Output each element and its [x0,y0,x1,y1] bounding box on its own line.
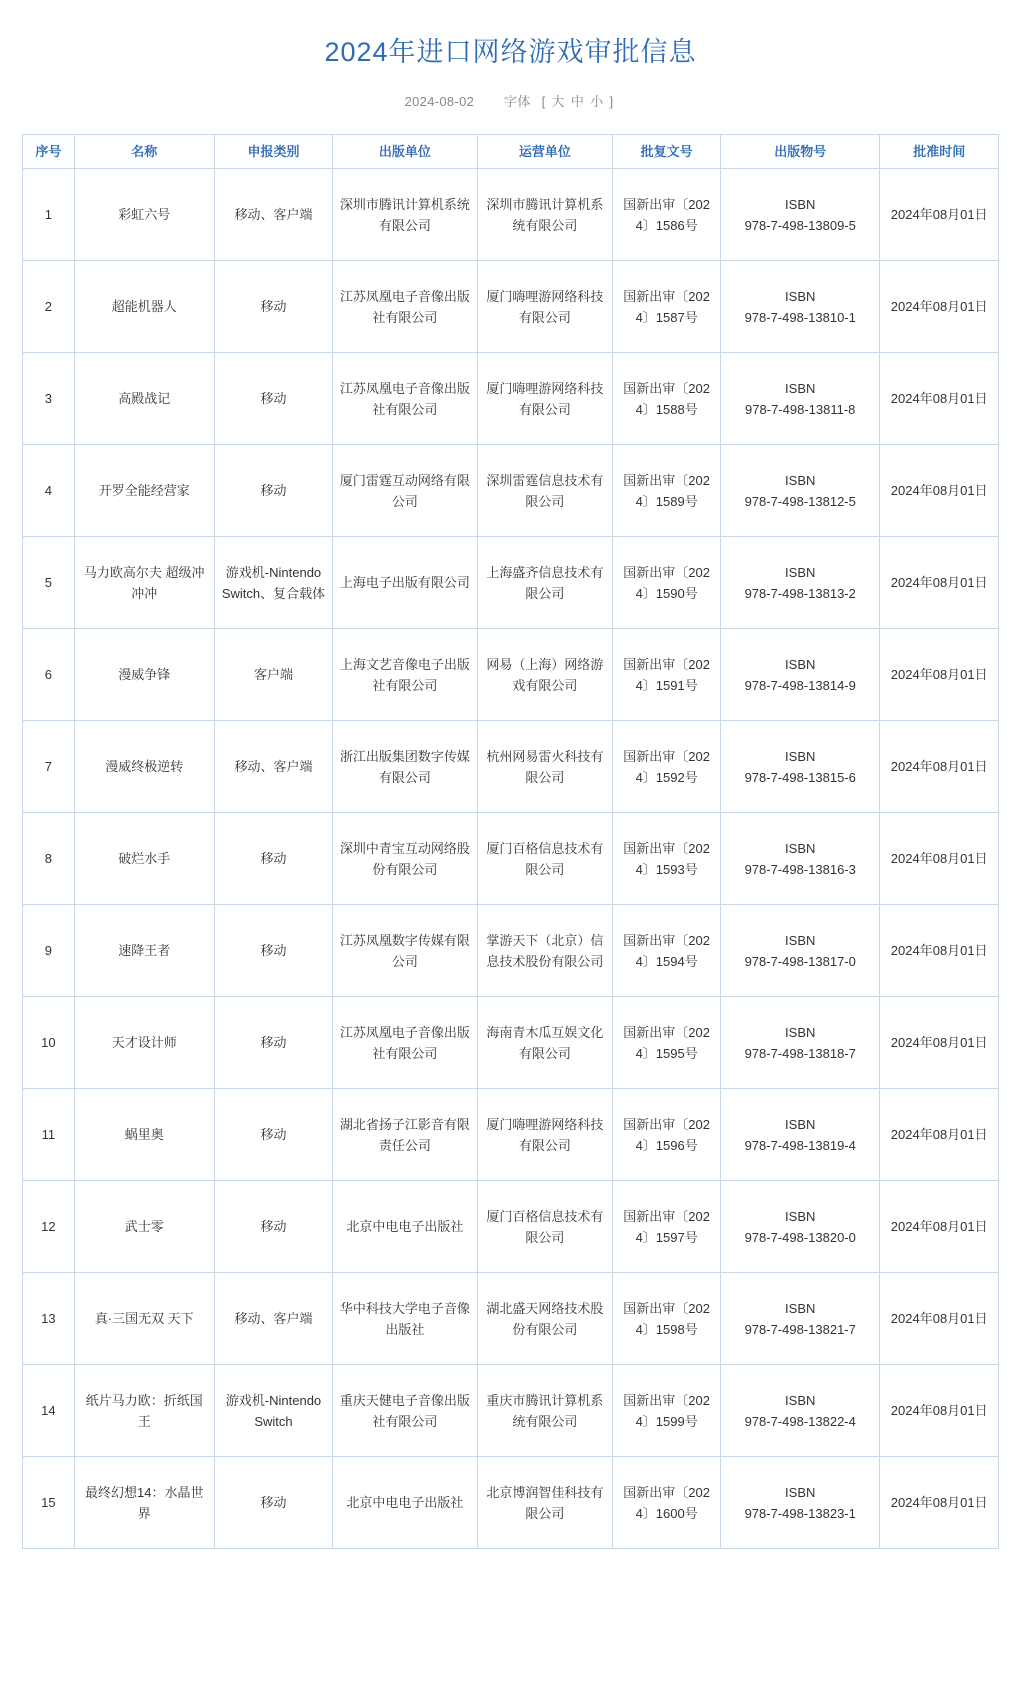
publishing-unit: 北京中电电子出版社 [333,1181,477,1273]
row-no: 4 [23,445,75,537]
table-row [23,1365,999,1457]
isbn-number: 978-7-498-13814-9 [744,677,856,693]
table-body [23,169,999,1549]
declaration-category: 移动 [214,1089,332,1181]
publish-date: 2024-08-02 [404,94,475,109]
publishing-unit: 重庆天健电子音像出版社有限公司 [333,1365,477,1457]
declaration-category: 移动 [214,445,332,537]
publishing-unit: 江苏凤凰电子音像出版社有限公司 [333,261,477,353]
approval-doc-no: 国新出审〔2024〕1595号 [613,997,721,1089]
approval-date: 2024年08月01日 [880,1089,999,1181]
operating-unit: 厦门嗨哩游网络科技有限公司 [477,261,613,353]
isbn [721,1365,880,1457]
table-row [23,445,999,537]
isbn-number: 978-7-498-13822-4 [744,1413,856,1429]
row-no: 2 [23,261,75,353]
approval-date: 2024年08月01日 [880,1365,999,1457]
isbn-label: ISBN [785,1300,816,1316]
operating-unit: 网易（上海）网络游戏有限公司 [477,629,613,721]
approval-doc-no: 国新出审〔2024〕1591号 [613,629,721,721]
game-name: 开罗全能经营家 [74,445,214,537]
approval-doc-no: 国新出审〔2024〕1594号 [613,905,721,997]
isbn-label: ISBN [785,840,816,856]
isbn-number: 978-7-498-13811-8 [745,401,856,417]
isbn-number: 978-7-498-13821-7 [744,1321,856,1337]
publishing-unit: 浙江出版集团数字传媒有限公司 [333,721,477,813]
operating-unit: 厦门嗨哩游网络科技有限公司 [477,1089,613,1181]
column-header-category: 申报类别 [214,135,332,169]
isbn-number: 978-7-498-13815-6 [744,769,856,785]
row-no: 5 [23,537,75,629]
declaration-category: 移动、客户端 [214,721,332,813]
game-name: 蜗里奥 [74,1089,214,1181]
isbn [721,1089,880,1181]
approval-table-wrapper [0,134,1021,1549]
isbn-label: ISBN [785,1116,816,1132]
column-header-operator: 运营单位 [477,135,613,169]
operating-unit: 厦门嗨哩游网络科技有限公司 [477,353,613,445]
isbn-label: ISBN [785,564,816,580]
isbn-label: ISBN [785,1484,816,1500]
approval-table [22,134,999,1549]
declaration-category: 移动 [214,997,332,1089]
isbn-number: 978-7-498-13819-4 [744,1137,856,1153]
isbn-number: 978-7-498-13818-7 [744,1045,856,1061]
table-row [23,1273,999,1365]
approval-date: 2024年08月01日 [880,261,999,353]
table-row [23,261,999,353]
table-row [23,997,999,1089]
declaration-category: 游戏机-Nintendo Switch、复合载体 [214,537,332,629]
isbn-label: ISBN [785,748,816,764]
row-no: 8 [23,813,75,905]
declaration-category: 移动 [214,353,332,445]
operating-unit: 掌游天下（北京）信息技术股份有限公司 [477,905,613,997]
approval-date: 2024年08月01日 [880,1273,999,1365]
isbn-label: ISBN [785,1024,816,1040]
isbn [721,997,880,1089]
table-row [23,721,999,813]
isbn-number: 978-7-498-13810-1 [744,309,856,325]
publishing-unit: 华中科技大学电子音像出版社 [333,1273,477,1365]
operating-unit: 湖北盛天网络技术股份有限公司 [477,1273,613,1365]
approval-doc-no: 国新出审〔2024〕1588号 [613,353,721,445]
row-no: 3 [23,353,75,445]
row-no: 9 [23,905,75,997]
row-no: 12 [23,1181,75,1273]
approval-date: 2024年08月01日 [880,1181,999,1273]
game-name: 速降王者 [74,905,214,997]
row-no: 6 [23,629,75,721]
game-name: 武士零 [74,1181,214,1273]
bracket-close: ] [609,94,614,109]
game-name: 马力欧高尔夫 超级冲冲冲 [74,537,214,629]
approval-date: 2024年08月01日 [880,169,999,261]
game-name: 彩虹六号 [74,169,214,261]
column-header-approval-date: 批准时间 [880,135,999,169]
approval-date: 2024年08月01日 [880,537,999,629]
approval-doc-no: 国新出审〔2024〕1587号 [613,261,721,353]
publishing-unit: 湖北省扬子江影音有限责任公司 [333,1089,477,1181]
isbn [721,813,880,905]
isbn [721,169,880,261]
row-no: 10 [23,997,75,1089]
approval-date: 2024年08月01日 [880,353,999,445]
font-size-label: 字体 [504,94,531,109]
font-size-small-button[interactable]: 小 [590,94,604,109]
row-no: 11 [23,1089,75,1181]
declaration-category: 移动 [214,905,332,997]
approval-date: 2024年08月01日 [880,813,999,905]
table-row [23,1457,999,1549]
row-no: 7 [23,721,75,813]
bracket-open: [ [541,94,546,109]
operating-unit: 深圳雷霆信息技术有限公司 [477,445,613,537]
operating-unit: 北京博润智佳科技有限公司 [477,1457,613,1549]
approval-doc-no: 国新出审〔2024〕1597号 [613,1181,721,1273]
column-header-isbn: 出版物号 [721,135,880,169]
publishing-unit: 深圳市腾讯计算机系统有限公司 [333,169,477,261]
game-name: 高殿战记 [74,353,214,445]
approval-doc-no: 国新出审〔2024〕1596号 [613,1089,721,1181]
font-size-large-button[interactable]: 大 [551,94,565,109]
table-row [23,353,999,445]
isbn [721,629,880,721]
publishing-unit: 江苏凤凰电子音像出版社有限公司 [333,353,477,445]
isbn-number: 978-7-498-13817-0 [744,953,856,969]
font-size-medium-button[interactable]: 中 [570,94,585,109]
isbn-number: 978-7-498-13823-1 [744,1505,856,1521]
row-no: 14 [23,1365,75,1457]
publishing-unit: 上海文艺音像电子出版社有限公司 [333,629,477,721]
row-no: 1 [23,169,75,261]
table-row [23,813,999,905]
isbn-number: 978-7-498-13809-5 [744,217,856,233]
isbn [721,261,880,353]
approval-date: 2024年08月01日 [880,445,999,537]
operating-unit: 深圳市腾讯计算机系统有限公司 [477,169,613,261]
isbn [721,1457,880,1549]
isbn-number: 978-7-498-13812-5 [744,493,856,509]
column-header-doc-no: 批复文号 [613,135,721,169]
declaration-category: 移动、客户端 [214,1273,332,1365]
table-header [23,135,999,169]
declaration-category: 移动 [214,261,332,353]
game-name: 漫威终极逆转 [74,721,214,813]
column-header-name: 名称 [74,135,214,169]
table-row [23,629,999,721]
declaration-category: 客户端 [214,629,332,721]
declaration-category: 移动 [214,813,332,905]
operating-unit: 杭州网易雷火科技有限公司 [477,721,613,813]
isbn-label: ISBN [785,196,816,212]
isbn-number: 978-7-498-13816-3 [744,861,856,877]
game-name: 破烂水手 [74,813,214,905]
document-meta [0,69,1021,134]
publishing-unit: 江苏凤凰电子音像出版社有限公司 [333,997,477,1089]
approval-doc-no: 国新出审〔2024〕1592号 [613,721,721,813]
isbn-number: 978-7-498-13820-0 [744,1229,856,1245]
approval-doc-no: 国新出审〔2024〕1589号 [613,445,721,537]
declaration-category: 移动 [214,1457,332,1549]
isbn [721,353,880,445]
game-name: 漫威争锋 [74,629,214,721]
approval-date: 2024年08月01日 [880,1457,999,1549]
isbn [721,1273,880,1365]
table-row [23,537,999,629]
isbn-label: ISBN [785,288,816,304]
approval-date: 2024年08月01日 [880,721,999,813]
isbn [721,537,880,629]
approval-doc-no: 国新出审〔2024〕1600号 [613,1457,721,1549]
isbn-number: 978-7-498-13813-2 [744,585,856,601]
operating-unit: 重庆市腾讯计算机系统有限公司 [477,1365,613,1457]
table-header-row [23,135,999,169]
operating-unit: 海南青木瓜互娱文化有限公司 [477,997,613,1089]
publishing-unit: 北京中电电子出版社 [333,1457,477,1549]
isbn-label: ISBN [785,472,816,488]
publishing-unit: 江苏凤凰数字传媒有限公司 [333,905,477,997]
table-row [23,1089,999,1181]
isbn-label: ISBN [785,932,816,948]
declaration-category: 游戏机-Nintendo Switch [214,1365,332,1457]
isbn [721,445,880,537]
isbn [721,721,880,813]
table-row [23,169,999,261]
page-title: 2024年进口网络游戏审批信息 [324,37,697,67]
game-name: 超能机器人 [74,261,214,353]
column-header-publisher: 出版单位 [333,135,477,169]
row-no: 15 [23,1457,75,1549]
isbn [721,905,880,997]
operating-unit: 厦门百格信息技术有限公司 [477,1181,613,1273]
approval-date: 2024年08月01日 [880,997,999,1089]
game-name: 真·三国无双 天下 [74,1273,214,1365]
isbn-label: ISBN [785,380,816,396]
operating-unit: 上海盛齐信息技术有限公司 [477,537,613,629]
table-row [23,1181,999,1273]
publishing-unit: 厦门雷霆互动网络有限公司 [333,445,477,537]
approval-doc-no: 国新出审〔2024〕1598号 [613,1273,721,1365]
approval-doc-no: 国新出审〔2024〕1586号 [613,169,721,261]
game-name: 最终幻想14：水晶世界 [74,1457,214,1549]
publishing-unit: 上海电子出版有限公司 [333,537,477,629]
row-no: 13 [23,1273,75,1365]
game-name: 天才设计师 [74,997,214,1089]
game-name: 纸片马力欧：折纸国王 [74,1365,214,1457]
isbn-label: ISBN [785,1208,816,1224]
approval-date: 2024年08月01日 [880,629,999,721]
column-header-no: 序号 [23,135,75,169]
font-size-controls [539,94,617,109]
approval-doc-no: 国新出审〔2024〕1593号 [613,813,721,905]
isbn-label: ISBN [785,1392,816,1408]
isbn-label: ISBN [785,656,816,672]
publishing-unit: 深圳中青宝互动网络股份有限公司 [333,813,477,905]
approval-doc-no: 国新出审〔2024〕1590号 [613,537,721,629]
declaration-category: 移动 [214,1181,332,1273]
approval-doc-no: 国新出审〔2024〕1599号 [613,1365,721,1457]
operating-unit: 厦门百格信息技术有限公司 [477,813,613,905]
isbn [721,1181,880,1273]
table-row [23,905,999,997]
declaration-category: 移动、客户端 [214,169,332,261]
approval-date: 2024年08月01日 [880,905,999,997]
